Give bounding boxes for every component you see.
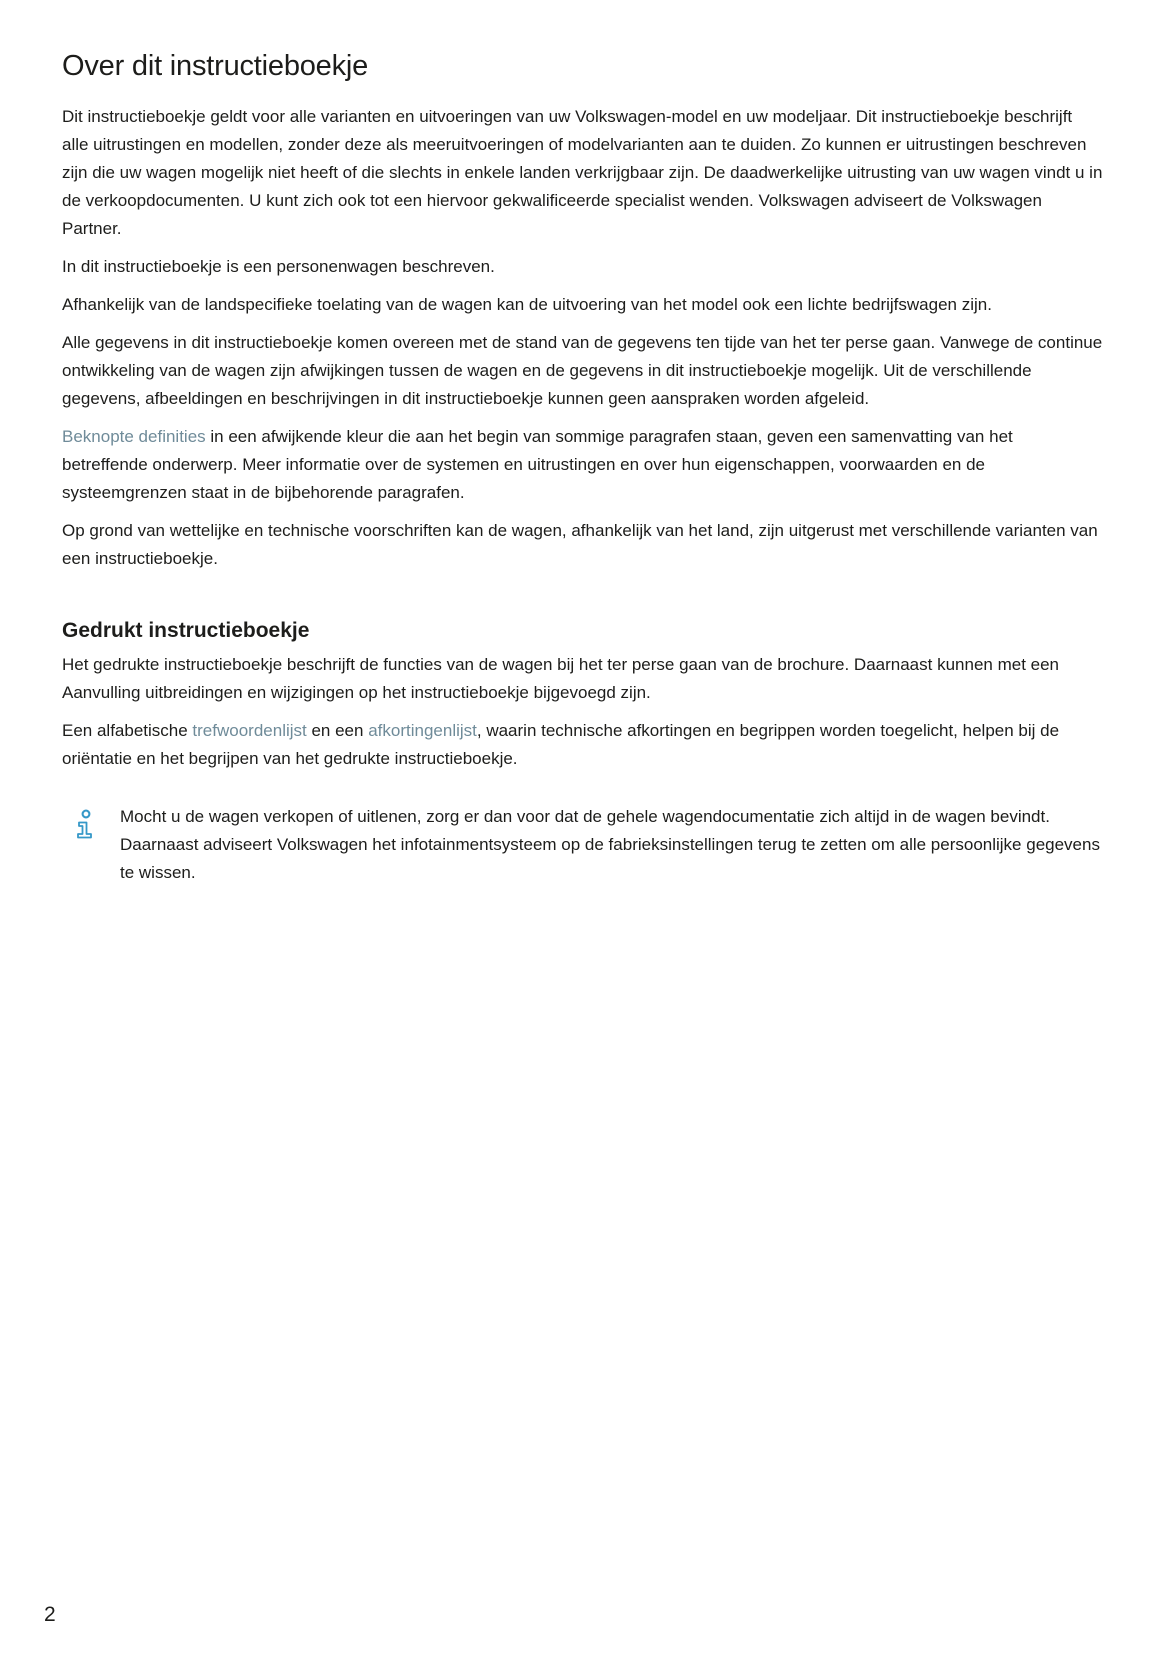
intro-paragraph-3: Afhankelijk van de landspecifieke toelating van de wagen kan de uitvoering van het model ook een lichte bedrijfswagen zijn.	[62, 295, 992, 314]
intro-paragraph-6: Op grond van wettelijke en technische voorschriften kan de wagen, afhankelijk van het land, zijn uitgerust met verschillende varianten van een instructieboekje.	[62, 521, 1098, 568]
printed-paragraph-2-text-after: , waarin technische afkortingen en begrippen worden toegelicht, helpen bij de oriëntatie en het begrijpen van het gedrukte instructieboekje.	[62, 721, 1060, 768]
link-trefwoordenlijst[interactable]: trefwoordenlijst	[192, 721, 307, 740]
info-note	[62, 803, 1103, 887]
info-note-text: Mocht u de wagen verkopen of uitlenen, zorg er dan voor dat de gehele wagendocumentatie zich altijd in de wagen bevindt. Daarnaast adviseert Volkswagen het infotainmentsysteem op de fabrieksinstellingen terug te zetten om alle persoonlijke gegevens te wissen.	[120, 807, 1100, 882]
intro-paragraph-5	[62, 423, 1103, 507]
intro-paragraph-1: Dit instructieboekje geldt voor alle varianten en uitvoeringen van uw Volkswagen-model en uw modeljaar. Dit instructieboekje beschrijft alle uitrustingen en modellen, zonder deze als meeruitvoeringen of modelvarianten aan te duiden. Zo kunnen er uitrustingen beschreven zijn die uw wagen mogelijk niet heeft of die slechts in enkele landen verkrijgbaar zijn. De daadwerkelijke uitrusting van uw wagen vindt u in de verkoopdocumenten. U kunt zich ook tot een hiervoor gekwalificeerde specialist wenden. Volkswagen adviseert de Volkswagen Partner.	[62, 107, 1103, 238]
printed-paragraph-2	[62, 717, 1103, 773]
page-title: Over dit instructieboekje	[62, 50, 369, 82]
printed-paragraph-1: Het gedrukte instructieboekje beschrijft de functies van de wagen bij het ter perse gaan van de brochure. Daarnaast kunnen met een Aanvulling uitbreidingen en wijzigingen op het instructieboekje bijgevoegd zijn.	[62, 655, 1059, 702]
highlight-beknopte-definities: Beknopte definities	[62, 427, 206, 446]
section-heading-gedrukt-instructieboekje: Gedrukt instructieboekje	[62, 619, 310, 642]
printed-paragraph-2-text-before: Een alfabetische	[62, 721, 193, 740]
intro-paragraph-5-text: in een afwijkende kleur die aan het begin van sommige paragrafen staan, geven een samenvatting van het betreffende onderwerp. Meer informatie over de systemen en uitrustingen en over hun eigenschappen, voorwaarden en de systeemgrenzen staat in de bijbehorende paragrafen.	[62, 427, 1013, 502]
intro-paragraph-2: In dit instructieboekje is een personenwagen beschreven.	[62, 257, 495, 276]
info-icon	[62, 803, 120, 887]
printed-paragraph-2-text-mid: en een	[306, 721, 369, 740]
intro-paragraph-4: Alle gegevens in dit instructieboekje komen overeen met de stand van de gegevens ten tijde van het ter perse gaan. Vanwege de continue ontwikkeling van de wagen zijn afwijkingen tussen de wagen en de gegevens in dit instructieboekje mogelijk. Uit de verschillende gegevens, afbeeldingen en beschrijvingen in dit instructieboekje kunnen geen aanspraken worden afgeleid.	[62, 333, 1103, 408]
link-afkortingenlijst[interactable]: afkortingenlijst	[368, 721, 477, 740]
page-number: 2	[44, 1603, 56, 1626]
